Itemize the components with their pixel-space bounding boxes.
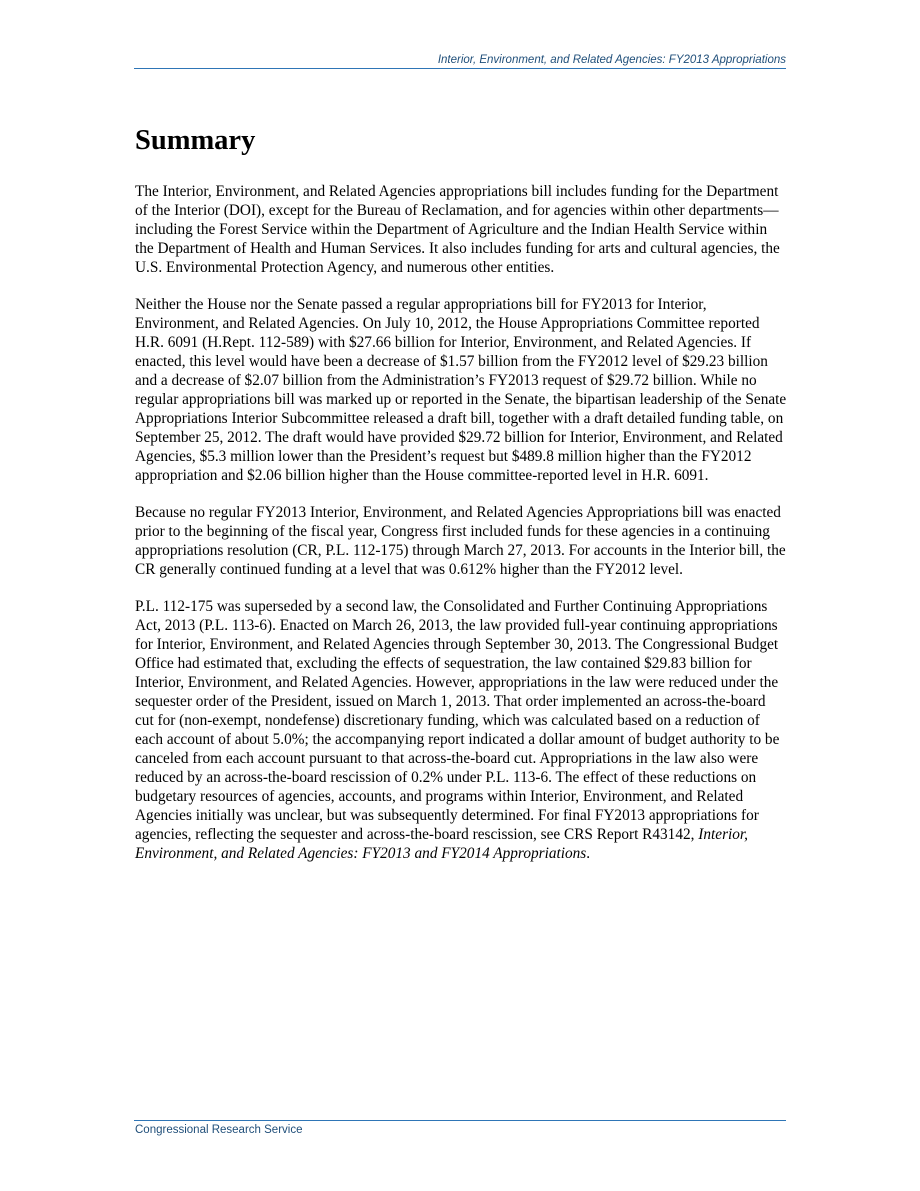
paragraph-1: The Interior, Environment, and Related Agencies appropriations bill includes funding for the Department of the Interior (DOI), except for the Bureau of Reclamation, and for agencies within other departments—including the Forest Service within the Department of Agriculture and the Indian Health Service within the Department of Health and Human Services. It also includes funding for arts and cultural agencies, the U.S. Environmental Protection Agency, and numerous other entities. (135, 183, 780, 276)
paragraph-4-text: P.L. 112-175 was superseded by a second law, the Consolidated and Further Continuing Appropriations Act, 2013 (P.L. 113-6). Enacted on March 26, 2013, the law provided full-year continuing appropriations for Interior, Environment, and Related Agencies through September 30, 2013. The Congressional Budget Office had estimated that, excluding the effects of sequestration, the law contained $29.83 billion for Interior, Environment, and Related Agencies. However, appropriations in the law were reduced under the sequester order of the President, issued on March 1, 2013. That order implemented an across-the-board cut for (non-exempt, nondefense) discretionary funding, which was calculated based on a reduction of each account of about 5.0%; the accompanying report indicated a dollar amount of budget authority to be canceled from each account pursuant to that across-the-board cut. Appropriations in the law also were reduced by an across-the-board rescission of 0.2% under P.L. 113-6. The effect of these reductions on budgetary resources of agencies, accounts, and programs within Interior, Environment, and Related Agencies initially was unclear, but was subsequently determined. For final FY2013 appropriations for agencies, reflecting the sequester and across-the-board rescission, see CRS Report R43142, (135, 598, 780, 843)
paragraph-3: Because no regular FY2013 Interior, Environment, and Related Agencies Appropriations bill was enacted prior to the beginning of the fiscal year, Congress first included funds for these agencies in a continuing appropriations resolution (CR, P.L. 112-175) through March 27, 2013. For accounts in the Interior bill, the CR generally continued funding at a level that was 0.612% higher than the FY2012 level. (135, 504, 786, 578)
paragraph-2: Neither the House nor the Senate passed a regular appropriations bill for FY2013 for Interior, Environment, and Related Agencies. On July 10, 2012, the House Appropriations Committee reported H.R. 6091 (H.Rept. 112-589) with $27.66 billion for Interior, Environment, and Related Agencies. If enacted, this level would have been a decrease of $1.57 billion from the FY2012 level of $29.23 billion and a decrease of $2.07 billion from the Administration’s FY2013 request of $29.72 billion. While no regular appropriations bill was marked up or reported in the Senate, the bipartisan leadership of the Senate Appropriations Interior Subcommittee released a draft bill, together with a draft detailed funding table, on September 25, 2012. The draft would have provided $29.72 billion for Interior, Environment, and Related Agencies, $5.3 million lower than the President’s request but $489.8 million higher than the FY2012 appropriation and $2.06 billion higher than the House committee-reported level in H.R. 6091. (135, 296, 787, 484)
report-title: Interior, Environment, and Related Agencies: FY2013 and FY2014 Appropriations (135, 826, 748, 862)
page-title: Summary (135, 125, 256, 156)
header-divider (134, 68, 786, 69)
footer-divider (134, 1120, 786, 1121)
running-header: Interior, Environment, and Related Agencies: FY2013 Appropriations (437, 54, 786, 66)
paragraph-4-end: . (586, 845, 591, 862)
paragraph-4 (135, 597, 787, 863)
page-content (135, 122, 787, 863)
footer-organization: Congressional Research Service (135, 1124, 303, 1136)
